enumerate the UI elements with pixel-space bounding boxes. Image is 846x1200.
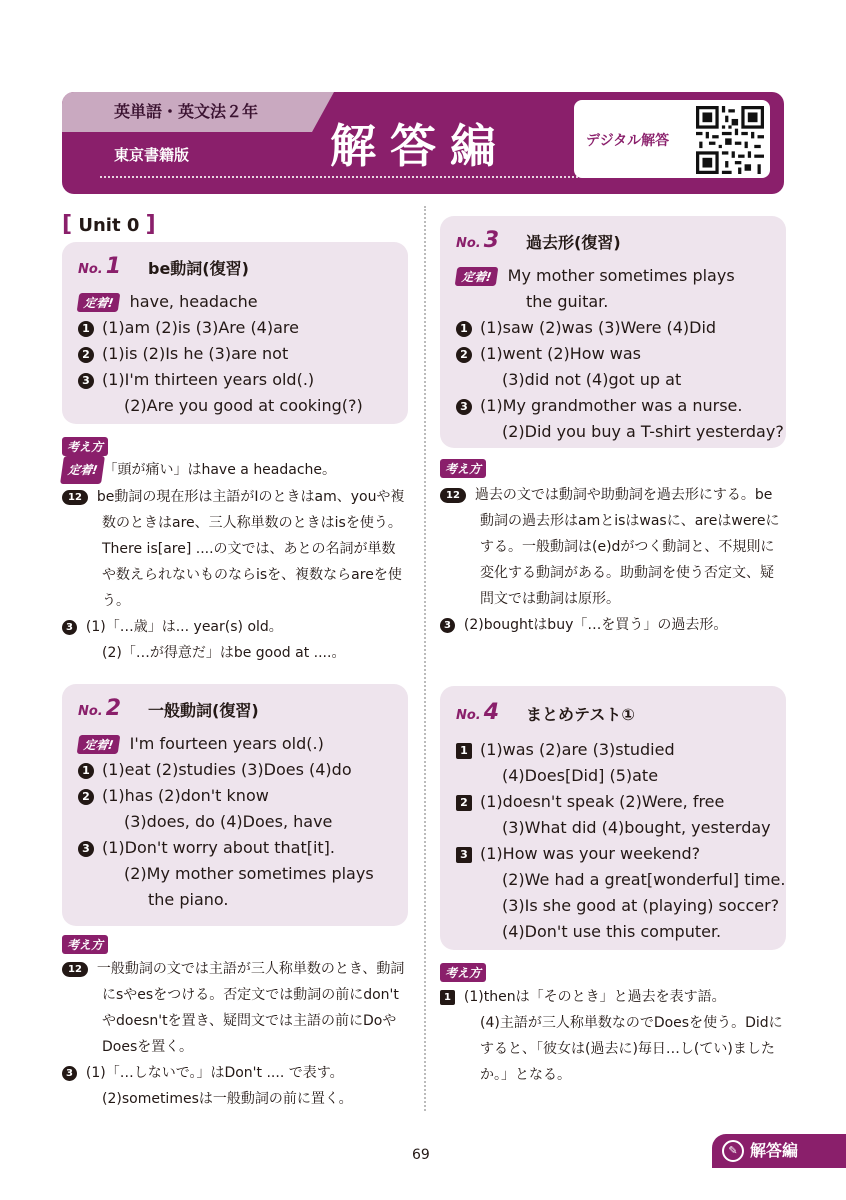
unit-heading: [ Unit 0 ]: [62, 212, 156, 237]
explanation-text: (1)「…しないで。」はDon't .... で表す。: [85, 1065, 344, 1081]
answer-row: 2 (1)has (2)don't know: [78, 786, 269, 805]
answer-row: 2 (1)doesn't speak (2)Were, free: [456, 792, 724, 811]
answer-row: 3 (1)Don't worry about that[it].: [78, 838, 335, 857]
page-title: 解答編: [330, 119, 510, 173]
footer-section-tab: [712, 1134, 846, 1168]
page-header: [62, 92, 784, 194]
teichaku-row: 定着! My mother sometimes plays: [456, 266, 735, 286]
kangae-heading: 考え方: [440, 458, 486, 478]
explanation-text: 一般動詞の文では主語が三人称単数のとき、動詞にsやesをつける。否定文では動詞の前にdon'tやdoesn'tを置き、疑問文では主語の前にDoやDoesを置く。: [96, 961, 405, 1055]
explanation-text: (2)「…が得意だ」はbe good at ....。: [102, 645, 346, 661]
answer-row: (3)did not (4)got up at: [502, 370, 682, 389]
explanation-text: (2)boughtはbuy「…を買う」の過去形。: [463, 617, 728, 633]
kangae-heading: 考え方: [62, 934, 108, 954]
publisher-label: 東京書籍版: [114, 146, 190, 164]
pencil-icon: ✎: [722, 1140, 744, 1162]
answer-row: 3 (1)I'm thirteen years old(.): [78, 370, 314, 389]
answer-card-no2: [62, 684, 408, 926]
explanation-text: (4)主語が三人称単数なのでDoesを使う。Didにすると、「彼女は(過去に)毎日…し(てい)ましたか。」となる。: [480, 1015, 783, 1083]
answer-row: 1 (1)eat (2)studies (3)Does (4)do: [78, 760, 352, 779]
answer-card-no4: [440, 686, 786, 950]
answer-row: (3)does, do (4)Does, have: [124, 812, 333, 831]
header-divider: [100, 176, 578, 178]
card-number: No. 1: [78, 254, 122, 279]
answer-row: (3)What did (4)bought, yesterday: [502, 818, 771, 837]
explanation-text: (1)「…歳」は... year(s) old。: [85, 619, 283, 635]
explanation-block-1: 定着! 「頭が痛い」はhave a headache。 12 be動詞の現在形は主語がIのときはam、youや複数のときはare、三人称単数のときはisを使う。There is[are] ....の文では、あとの名詞が単数や数えられないものならisを、複数ならareを使う。 3 (1)「…歳」は... year(s) old。 (2)「…が得意だ」はbe good at ....。: [62, 456, 408, 666]
card-title: be動詞(復習): [148, 259, 249, 278]
card-number: No. 2: [78, 696, 122, 721]
answer-card-no3: [440, 216, 786, 448]
answer-row: 1 (1)saw (2)was (3)Were (4)Did: [456, 318, 716, 337]
explanation-text: (2)sometimesは一般動詞の前に置く。: [102, 1091, 353, 1107]
answer-row: (2)Are you good at cooking(?): [124, 396, 363, 415]
answer-card-no1: [62, 242, 408, 424]
answer-row: 2 (1)went (2)How was: [456, 344, 641, 363]
answer-row: 1 (1)was (2)are (3)studied: [456, 740, 675, 759]
explanation-block-3: 12 過去の文では動詞や助動詞を過去形にする。be動詞の過去形はamとisはwasに、areはwereにする。一般動詞は(e)dがつく動詞と、不規則に変化する動詞がある。助動詞を使う否定文、疑問文では動詞は原形。 3 (2)boughtはbuy「…を買う」の過去形。: [440, 482, 786, 638]
teichaku-badge: 定着!: [77, 293, 121, 312]
answer-row: (2)My mother sometimes plays: [124, 864, 374, 883]
answer-row: 3 (1)How was your weekend?: [456, 844, 700, 863]
explanation-block-4: 1 (1)thenは「そのとき」と過去を表す語。 (4)主語が三人称単数なのでDoesを使う。Didにすると、「彼女は(過去に)毎日…し(てい)ましたか。」となる。: [440, 984, 786, 1088]
qr-code-icon[interactable]: [696, 106, 764, 174]
answer-row: the piano.: [148, 890, 229, 909]
page-number: 69: [412, 1147, 430, 1163]
footer-label: 解答編: [750, 1141, 799, 1160]
card-number: No. 4: [456, 700, 500, 725]
answer-row: 3 (1)My grandmother was a nurse.: [456, 396, 742, 415]
subject-label: 英単語・英文法２年: [62, 92, 312, 132]
teichaku-row: the guitar.: [526, 292, 609, 311]
answer-row: 1 (1)am (2)is (3)Are (4)are: [78, 318, 299, 337]
unit-label: Unit 0: [78, 215, 140, 236]
explanation-text: be動詞の現在形は主語がIのときはam、youや複数のときはare、三人称単数のときはisを使う。There is[are] ....の文では、あとの名詞が単数や数えられないものならisを、複数ならareを使う。: [96, 489, 405, 609]
card-number: No. 3: [456, 228, 500, 253]
answer-row: (4)Does[Did] (5)ate: [502, 766, 659, 785]
teichaku-row: 定着! I'm fourteen years old(.): [78, 734, 324, 754]
kangae-heading: 考え方: [62, 436, 108, 456]
teichaku-row: 定着! have, headache: [78, 292, 258, 312]
card-title: まとめテスト①: [526, 705, 635, 724]
explanation-text: (1)thenは「そのとき」と過去を表す語。: [463, 989, 726, 1005]
card-title: 一般動詞(復習): [148, 701, 259, 720]
digital-answer-label: デジタル解答: [586, 133, 670, 149]
column-divider: [424, 206, 426, 1111]
kangae-heading: 考え方: [440, 962, 486, 982]
explanation-block-2: 12 一般動詞の文では主語が三人称単数のとき、動詞にsやesをつける。否定文では動詞の前にdon'tやdoesn'tを置き、疑問文では主語の前にDoやDoesを置く。 3 (1)「…しないで。」はDon't .... で表す。 (2)sometimesは一般動詞の前に置く。: [62, 956, 408, 1112]
answer-row: (2)Did you buy a T-shirt yesterday?: [502, 422, 784, 441]
answer-row: 2 (1)is (2)Is he (3)are not: [78, 344, 288, 363]
explanation-text: 「頭が痛い」はhave a headache。: [103, 462, 337, 478]
answer-row: (3)Is she good at (playing) soccer?: [502, 896, 780, 915]
answer-row: (4)Don't use this computer.: [502, 922, 722, 941]
digital-answer-box[interactable]: [574, 100, 770, 178]
answer-row: (2)We had a great[wonderful] time.: [502, 870, 786, 889]
explanation-text: 過去の文では動詞や助動詞を過去形にする。be動詞の過去形はamとisはwasに、areはwereにする。一般動詞は(e)dがつく動詞と、不規則に変化する動詞がある。助動詞を使う否定文、疑問文では動詞は原形。: [474, 487, 780, 607]
teichaku-badge: 定着!: [60, 456, 105, 484]
card-title: 過去形(復習): [526, 233, 621, 252]
